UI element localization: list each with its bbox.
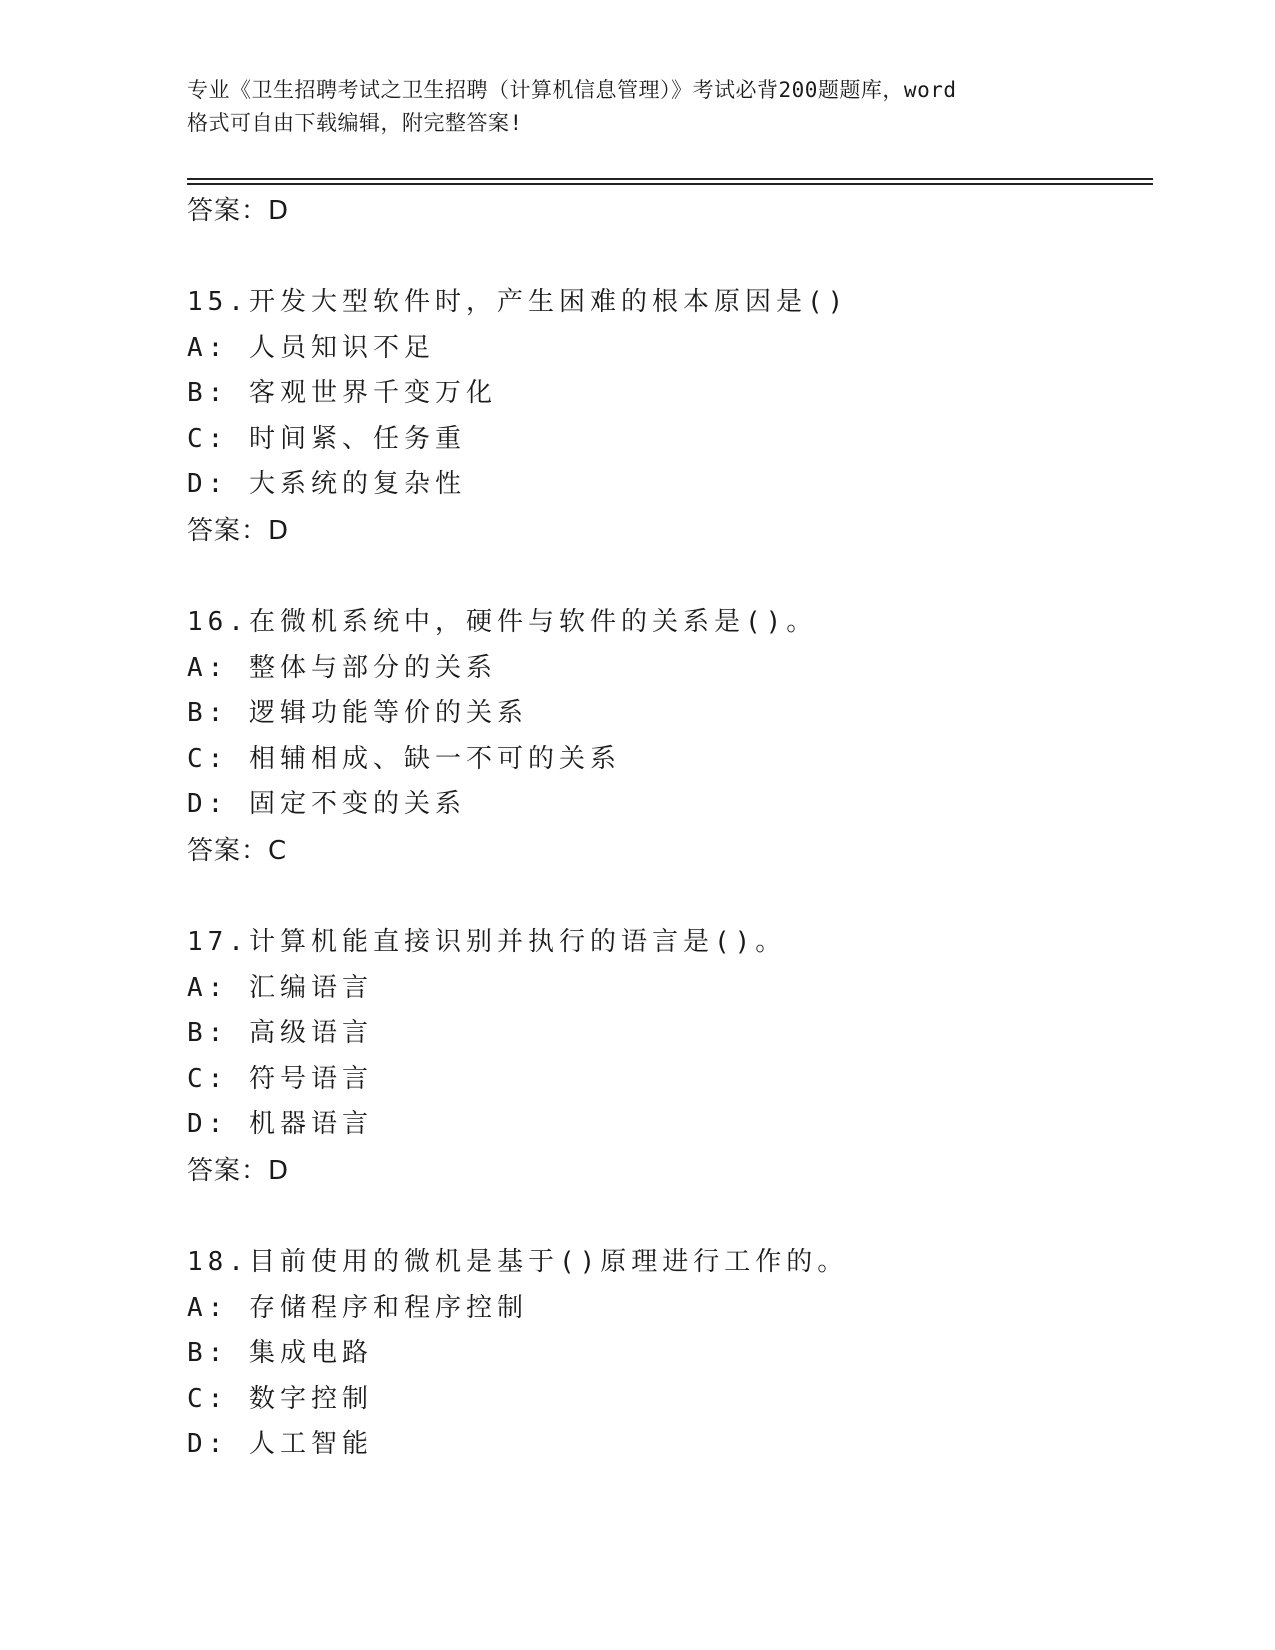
option-b: B: 高级语言 [187,1018,373,1049]
header-divider-bottom [187,183,1153,185]
option-c: C: 数字控制 [187,1383,373,1414]
option-c: C: 时间紧、任务重 [187,423,466,454]
option-d: D: 机器语言 [187,1109,373,1140]
option-a: A: 存储程序和程序控制 [187,1292,528,1323]
question-18 [187,1240,1147,1468]
option-b: B: 客观世界千变万化 [187,378,497,409]
question-stem: 18.目前使用的微机是基于()原理进行工作的。 [187,1246,849,1277]
question-stem: 15.开发大型软件时，产生困难的根本原因是() [187,287,849,317]
document-header [187,74,1087,140]
option-c: C: 相辅相成、缺一不可的关系 [187,743,621,774]
header-divider-top [187,178,1153,180]
option-a: A: 汇编语言 [187,972,373,1003]
option-c: C: 符号语言 [187,1063,373,1094]
header-line-2: 格式可自由下载编辑，附完整答案! [187,111,523,135]
option-d: D: 固定不变的关系 [187,789,466,820]
question-stem: 17.计算机能直接识别并执行的语言是()。 [187,926,787,957]
question-16 [187,600,1147,874]
option-a: A: 人员知识不足 [187,332,435,363]
option-b: B: 逻辑功能等价的关系 [187,698,528,729]
question-15 [187,280,1147,554]
header-line-1: 专业《卫生招聘考试之卫生招聘（计算机信息管理）》考试必背200题题库，word [187,78,957,102]
option-b: B: 集成电路 [187,1338,373,1369]
answer-15: 答案：D [187,515,290,546]
option-d: D: 大系统的复杂性 [187,469,466,500]
answer-14: 答案：D [187,196,290,226]
question-17 [187,920,1147,1194]
option-a: A: 整体与部分的关系 [187,652,497,683]
answer-17: 答案：D [187,1155,290,1186]
answer-16: 答案：C [187,835,288,866]
question-list [187,188,1147,1468]
question-stem: 16.在微机系统中，硬件与软件的关系是()。 [187,606,818,637]
option-d: D: 人工智能 [187,1429,373,1460]
